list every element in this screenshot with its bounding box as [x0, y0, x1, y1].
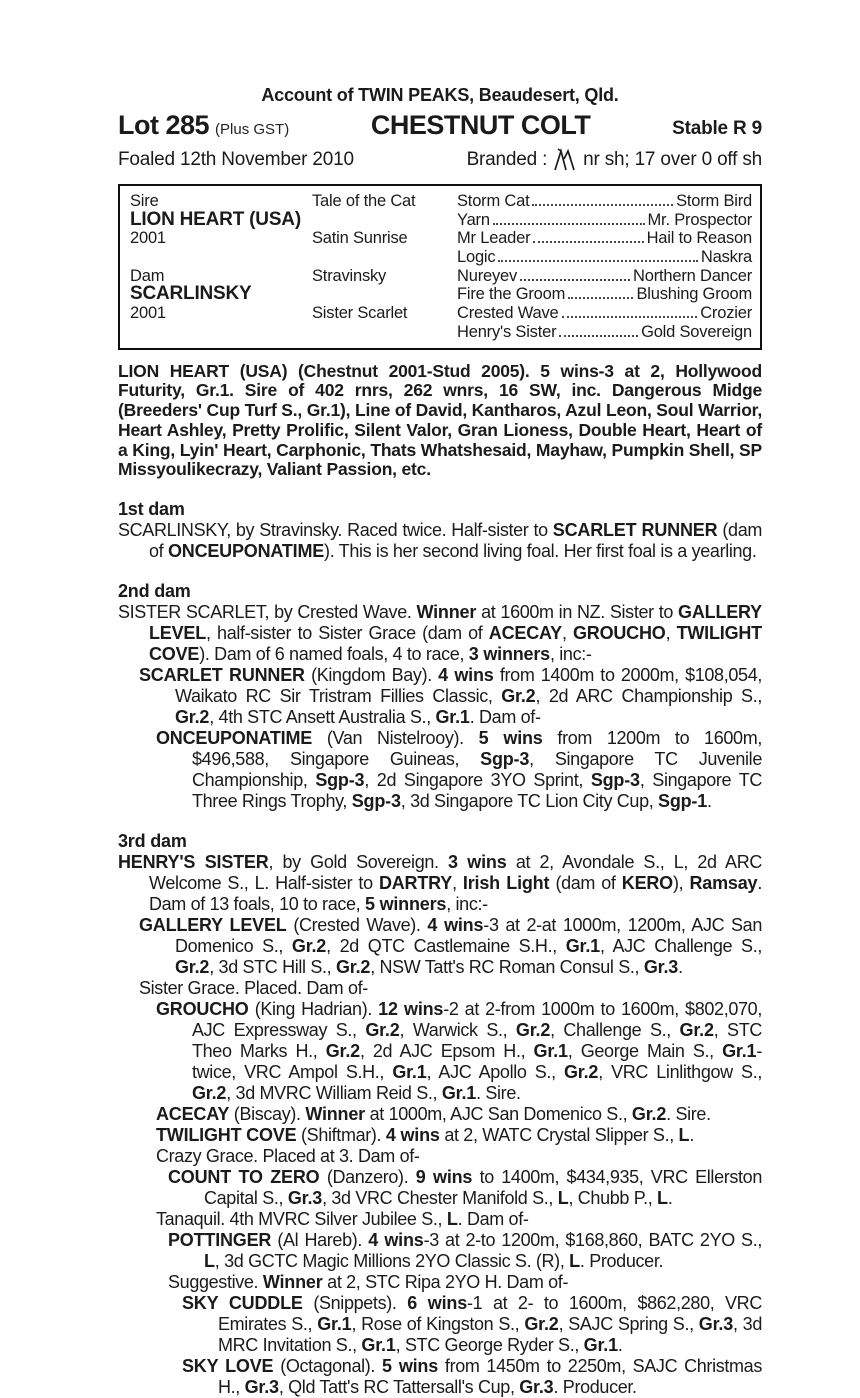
pedigree-text: from 1200m to 1600m, $496,588, Singapore Guineas,: [192, 728, 762, 770]
ancestor-sire: Storm Cat: [457, 192, 530, 210]
black-type-text: Sgp-3: [590, 770, 640, 791]
pedigree-text: Sister Grace. Placed. Dam of-: [139, 978, 368, 999]
stable-number: Stable R 9: [672, 118, 762, 139]
pedigree-text: (Al Hareb).: [271, 1230, 369, 1251]
pedigree-paragraph: [118, 665, 762, 728]
ancestor-row: [457, 285, 752, 304]
pedigree-text: , Challenge S.,: [550, 1020, 680, 1041]
pedigree-paragraph: [118, 999, 762, 1104]
black-type-text: HENRY'S SISTER: [118, 852, 269, 873]
pedigree-text: ,: [452, 873, 463, 894]
pedigree-text: , Qld Tatt's RC Tattersall's Cup,: [278, 1377, 520, 1398]
pedigree-text: ). Dam of 6 named foals, 4 to race,: [199, 644, 469, 665]
pedigree-paragraph: [118, 915, 762, 978]
sire-summary: LION HEART (USA) (Chestnut 2001-Stud 2005). 5 wins-3 at 2, Hollywood Futurity, Gr.1. Sire of 402 rnrs, 262 wnrs, 16 SW, inc. Dangerous Midge (Breeders' Cup Turf S., Gr.1), Line of David, Kantharos, Azul Leon, Soul Warrior, Heart Ashley, Pretty Prolific, Silent Valor, Gran Lioness, Double Heart, Heart of a King, Lyin' Heart, Carphonic, Thats Whatshesaid, Mayhaw, Pumpkin Shell, SP Missyoulikecrazy, Valiant Passion, etc.: [118, 360, 762, 480]
ancestor-sire: Crested Wave: [457, 304, 559, 323]
pedigree-text: (dam of: [549, 873, 622, 894]
black-type-text: Gr.3: [698, 1314, 734, 1335]
ancestor-row: [457, 229, 752, 248]
black-type-text: GALLERY LEVEL: [139, 915, 287, 936]
pedigree-text: -2 at 2-from 1000m to 1600m, $802,070, AJC Expressway S.,: [192, 999, 762, 1041]
black-type-text: Gr.2: [563, 1062, 599, 1083]
pedigree-text: , STC Theo Marks H.,: [192, 1020, 762, 1062]
black-type-text: 3 wins: [448, 852, 507, 873]
pedigree-text: (King Hadrian).: [248, 999, 379, 1020]
pedigree-paragraph: [118, 1272, 762, 1293]
leader-dots: [533, 241, 643, 243]
black-type-text: Gr.2: [175, 707, 210, 728]
black-type-text: GROUCHO: [572, 623, 666, 644]
pedigree-text: , 2d Singapore 3YO Sprint,: [364, 770, 591, 791]
ancestor-row: [457, 248, 752, 267]
pedigree-text: , 3d Singapore TC Lion City Cup,: [400, 791, 659, 812]
black-type-text: Gr.1: [317, 1314, 352, 1335]
black-type-text: L: [204, 1251, 215, 1272]
black-type-text: COUNT TO ZERO: [168, 1167, 320, 1188]
black-type-text: L: [569, 1251, 580, 1272]
black-type-text: L: [657, 1188, 668, 1209]
pedigree-text: , Rose of Kingston S.,: [351, 1314, 525, 1335]
ancestor-grandsire: Hail to Reason: [646, 229, 752, 248]
leader-dots: [568, 297, 633, 299]
ancestor-sire: Logic: [457, 248, 496, 267]
pedigree-text: , AJC Challenge S.,: [599, 936, 762, 957]
pedigree-text: .: [617, 1335, 623, 1356]
ancestor-grandsire: Gold Sovereign: [641, 322, 752, 341]
black-type-text: ONCEUPONATIME: [167, 541, 325, 562]
black-type-text: Gr.2: [365, 1020, 400, 1041]
pedigree-text: , 2d QTC Castlemaine S.H.,: [326, 936, 566, 957]
pedigree-text: ,: [665, 623, 677, 644]
pedigree-text: (Crested Wave).: [286, 915, 428, 936]
pedigree-paragraph: [118, 1167, 762, 1209]
gst-note: (Plus GST): [215, 121, 290, 138]
dam-heading: 3rd dam: [118, 831, 187, 852]
account-line: Account of TWIN PEAKS, Beaudesert, Qld.: [261, 85, 619, 105]
black-type-text: L: [446, 1209, 458, 1230]
black-type-text: Gr.2: [631, 1104, 667, 1125]
black-type-text: GALLERY LEVEL: [149, 602, 762, 644]
black-type-text: Ramsay: [689, 873, 758, 894]
lot-line: [118, 110, 762, 141]
pedigree-paragraph: [118, 1125, 762, 1146]
black-type-text: Gr.1: [565, 936, 600, 957]
pedigree-text: , Singapore TC Juvenile Championship,: [192, 749, 762, 791]
black-type-text: Sgp-1: [658, 791, 708, 812]
pedigree-text: ,: [561, 623, 573, 644]
pedigree-text: (Kingdom Bay).: [304, 665, 439, 686]
black-type-text: Gr.1: [392, 1062, 427, 1083]
black-type-text: Winner: [305, 1104, 365, 1125]
black-type-text: 4 wins: [438, 665, 494, 686]
black-type-text: SKY LOVE: [182, 1356, 274, 1377]
black-type-text: L: [678, 1125, 690, 1146]
pedigree-text: from 1400m to 2000m, $108,054, Waikato RC Sir Tristram Fillies Classic,: [175, 665, 763, 707]
pedigree-text: , half-sister to Sister Grace (dam of: [206, 623, 489, 644]
pedigree-text: , 2d AJC Epsom H.,: [359, 1041, 534, 1062]
pedigree-text: , 3d MVRC William Reid S.,: [226, 1083, 442, 1104]
black-type-text: Gr.3: [287, 1188, 323, 1209]
black-type-text: Gr.1: [435, 707, 470, 728]
pedigree-parent: Sister Scarlet: [312, 304, 408, 323]
black-type-text: ONCEUPONATIME: [156, 728, 313, 749]
black-type-text: 6 wins: [407, 1293, 468, 1314]
black-type-text: Gr.2: [291, 936, 327, 957]
pedigree-text: , 3d MRC Invitation S.,: [218, 1314, 763, 1356]
pedigree-text: , 3d VRC Chester Manifold S.,: [322, 1188, 558, 1209]
black-type-text: KERO: [621, 873, 673, 894]
pedigree-text: .: [707, 791, 712, 812]
branded-detail: nr sh; 17 over 0 off sh: [583, 149, 762, 170]
black-type-text: Sgp-3: [351, 791, 401, 812]
foaled-date: Foaled 12th November 2010: [118, 149, 354, 170]
pedigree-paragraph: [118, 852, 762, 915]
black-type-text: Gr.3: [519, 1377, 554, 1398]
pedigree-text: .: [689, 1125, 694, 1146]
pedigree-text: from 1450m to 2250m, SAJC Christmas H.,: [218, 1356, 762, 1398]
pedigree-text: . Producer.: [553, 1377, 637, 1398]
dam-heading: 2nd dam: [118, 581, 191, 602]
ancestor-row: [457, 267, 752, 286]
leader-dots: [498, 260, 697, 262]
pedigree-role-label: Sire: [130, 192, 159, 210]
black-type-text: Gr.2: [524, 1314, 559, 1335]
lot-number: Lot 285: [118, 110, 210, 140]
page-title: CHESTNUT COLT: [370, 110, 591, 140]
black-type-text: Gr.3: [244, 1377, 279, 1398]
pedigree-text: .: [667, 1188, 673, 1209]
pedigree-paragraph: [118, 1104, 762, 1125]
black-type-text: SKY CUDDLE: [182, 1293, 303, 1314]
pedigree-paragraph: [118, 1146, 762, 1167]
pedigree-text: . Sire.: [476, 1083, 521, 1104]
pedigree-text: -twice, VRC Ampol S.H.,: [192, 1041, 762, 1083]
ancestor-grandsire: Blushing Groom: [636, 285, 752, 304]
leader-dots: [520, 279, 630, 281]
pedigree-text: Tanaquil. 4th MVRC Silver Jubilee S.,: [156, 1209, 447, 1230]
leader-dots: [562, 316, 698, 318]
pedigree-text: Suggestive.: [168, 1272, 263, 1293]
leader-dots: [559, 335, 638, 337]
pedigree-text: . Sire.: [666, 1104, 711, 1125]
pedigree-table: [118, 184, 762, 350]
black-type-text: 4 wins: [427, 915, 484, 936]
pedigree-text: ). This is her second living foal. Her first foal is a yearling.: [324, 541, 757, 562]
pedigree-text: (Van Nistelrooy).: [312, 728, 479, 749]
pedigree-text: -3 at 2-at 1000m, 1200m, AJC San Domenico S.,: [175, 915, 762, 957]
pedigree-paragraph: [118, 1230, 762, 1272]
pedigree-text: at 2, Avondale S., L, 2d ARC Welcome S., L. Half-sister to: [149, 852, 762, 894]
ancestor-sire: Nureyev: [457, 266, 518, 285]
branded-label: Branded :: [466, 149, 548, 170]
sire-name: LION HEART (USA): [130, 208, 301, 230]
pedigree-paragraph: [118, 1209, 762, 1230]
black-type-text: Gr.3: [643, 957, 679, 978]
pedigree-text: , 3d STC Hill S.,: [209, 957, 336, 978]
pedigree-text: ),: [672, 873, 690, 894]
black-type-text: ACECAY: [488, 623, 562, 644]
black-type-text: Gr.2: [335, 957, 371, 978]
pedigree-text: (Shiftmar).: [296, 1125, 386, 1146]
pedigree-text: (Octagonal).: [273, 1356, 382, 1377]
black-type-text: Winner: [416, 602, 477, 623]
pedigree-text: -1 at 2- to 1600m, $862,280, VRC Emirates S.,: [218, 1293, 762, 1335]
pedigree-text: . Dam of 13 foals, 10 to race,: [149, 873, 762, 915]
ancestor-row: [457, 323, 752, 342]
black-type-text: L: [557, 1188, 569, 1209]
black-type-text: SCARLET RUNNER: [552, 520, 718, 541]
pedigree-text: . Dam of-: [469, 707, 541, 728]
pedigree-paragraph: [118, 728, 762, 812]
pedigree-paragraph: [118, 1356, 762, 1398]
pedigree-text: at 1600m in NZ. Sister to: [476, 602, 679, 623]
pedigree-text: . Dam of-: [457, 1209, 529, 1230]
pedigree-text: to 1400m, $434,935, VRC Ellerston Capital S.,: [204, 1167, 762, 1209]
leader-dots: [532, 204, 673, 206]
black-type-text: Sgp-3: [480, 749, 530, 770]
pedigree-year: 2001: [130, 304, 166, 323]
black-type-text: 5 wins: [381, 1356, 439, 1377]
dam-sections: [118, 499, 762, 1398]
pedigree-paragraph: [118, 602, 762, 665]
black-type-text: 9 wins: [415, 1167, 473, 1188]
dam-section: [118, 581, 762, 812]
black-type-text: 3 winners: [468, 644, 550, 665]
pedigree-text: , 2d ARC Championship S.,: [535, 686, 762, 707]
ancestor-sire: Mr Leader: [457, 229, 531, 248]
pedigree-text: (Danzero).: [319, 1167, 416, 1188]
pedigree-text: , 4th STC Ansett Australia S.,: [209, 707, 436, 728]
pedigree-text: (Biscay).: [229, 1104, 306, 1125]
ancestor-row: [457, 304, 752, 323]
pedigree-grid: [130, 192, 752, 342]
lot-left: [118, 110, 289, 141]
twin-peaks-brand-icon: [552, 147, 578, 173]
black-type-text: POTTINGER: [168, 1230, 272, 1251]
pedigree-text: , VRC Linlithgow S.,: [598, 1062, 762, 1083]
pedigree-parent: Stravinsky: [312, 266, 387, 285]
pedigree-text: . Producer.: [579, 1251, 664, 1272]
black-type-text: Sgp-3: [315, 770, 365, 791]
black-type-text: Gr.1: [533, 1041, 568, 1062]
pedigree-text: SCARLINSKY, by Stravinsky. Raced twice. Half-sister to: [118, 520, 553, 541]
pedigree-text: , inc:-: [446, 894, 488, 915]
dam-name: SCARLINSKY: [130, 283, 252, 305]
pedigree-text: , NSW Tatt's RC Roman Consul S.,: [370, 957, 644, 978]
pedigree-paragraph: [118, 978, 762, 999]
black-type-text: 12 wins: [378, 999, 444, 1020]
leader-dots: [493, 223, 645, 225]
black-type-text: SCARLET RUNNER: [139, 665, 305, 686]
pedigree-year: 2001: [130, 229, 166, 248]
black-type-text: Gr.1: [722, 1041, 757, 1062]
pedigree-text: (Snippets).: [302, 1293, 408, 1314]
black-type-text: Irish Light: [462, 873, 550, 894]
black-type-text: Gr.2: [175, 957, 210, 978]
black-type-text: Gr.2: [679, 1020, 714, 1041]
pedigree-parent: Satin Sunrise: [312, 229, 408, 248]
black-type-text: 4 wins: [385, 1125, 440, 1146]
pedigree-role-label: Dam: [130, 266, 165, 285]
black-type-text: Gr.2: [515, 1020, 551, 1041]
pedigree-parent: Tale of the Cat: [312, 192, 416, 210]
dam-section: [118, 499, 762, 562]
dam-heading: 1st dam: [118, 499, 185, 520]
ancestor-row: [457, 211, 752, 230]
pedigree-text: SISTER SCARLET, by Crested Wave.: [118, 602, 417, 623]
pedigree-text: , George Main S.,: [567, 1041, 723, 1062]
pedigree-text: , STC George Ryder S.,: [395, 1335, 584, 1356]
black-type-text: Gr.1: [361, 1335, 396, 1356]
ancestor-grandsire: Storm Bird: [676, 192, 752, 210]
ancestor-sire: Fire the Groom: [457, 285, 566, 304]
pedigree-text: , Warwick S.,: [399, 1020, 516, 1041]
pedigree-paragraph: [118, 1293, 762, 1356]
branded-info: [467, 147, 762, 173]
pedigree-text: , AJC Apollo S.,: [426, 1062, 564, 1083]
black-type-text: ACECAY: [156, 1104, 230, 1125]
pedigree-text: , SAJC Spring S.,: [558, 1314, 699, 1335]
black-type-text: GROUCHO: [156, 999, 249, 1020]
black-type-text: Gr.1: [583, 1335, 618, 1356]
page-content: [118, 84, 762, 1398]
foaled-line: [118, 147, 762, 173]
pedigree-text: , inc:-: [549, 644, 592, 665]
ancestor-grandsire: Crozier: [700, 304, 752, 323]
pedigree-text: at 2, WATC Crystal Slipper S.,: [439, 1125, 679, 1146]
pedigree-text: Crazy Grace. Placed at 3. Dam of-: [156, 1146, 420, 1167]
black-type-text: DARTRY: [378, 873, 453, 894]
pedigree-text: , Chubb P.,: [568, 1188, 658, 1209]
black-type-text: Gr.2: [192, 1083, 227, 1104]
pedigree-text: (dam of: [149, 520, 763, 562]
black-type-text: 4 wins: [368, 1230, 424, 1251]
pedigree-text: at 2, STC Ripa 2YO H. Dam of-: [322, 1272, 569, 1293]
black-type-text: 5 winners: [364, 894, 447, 915]
pedigree-text: .: [678, 957, 683, 978]
black-type-text: 5 wins: [478, 728, 543, 749]
ancestor-sire: Henry's Sister: [457, 322, 557, 341]
ancestor-grandsire: Northern Dancer: [633, 266, 752, 285]
black-type-text: Gr.2: [325, 1041, 360, 1062]
pedigree-text: , Singapore TC Three Rings Trophy,: [192, 770, 762, 812]
black-type-text: TWILIGHT COVE: [149, 623, 762, 665]
ancestor-row: [457, 192, 752, 211]
pedigree-text: -3 at 2-to 1200m, $168,860, BATC 2YO S.,: [423, 1230, 762, 1251]
black-type-text: Gr.1: [441, 1083, 477, 1104]
pedigree-text: , 3d GCTC Magic Millions 2YO Classic S. (R),: [214, 1251, 570, 1272]
black-type-text: TWILIGHT COVE: [156, 1125, 297, 1146]
black-type-text: Winner: [262, 1272, 323, 1293]
pedigree-text: , by Gold Sovereign.: [268, 852, 449, 873]
ancestor-grandsire: Mr. Prospector: [647, 210, 752, 229]
ancestor-grandsire: Naskra: [700, 248, 752, 267]
ancestor-sire: Yarn: [457, 210, 490, 229]
pedigree-text: at 1000m, AJC San Domenico S.,: [364, 1104, 632, 1125]
pedigree-paragraph: [118, 520, 762, 562]
dam-section: [118, 831, 762, 1398]
black-type-text: Gr.2: [501, 686, 536, 707]
